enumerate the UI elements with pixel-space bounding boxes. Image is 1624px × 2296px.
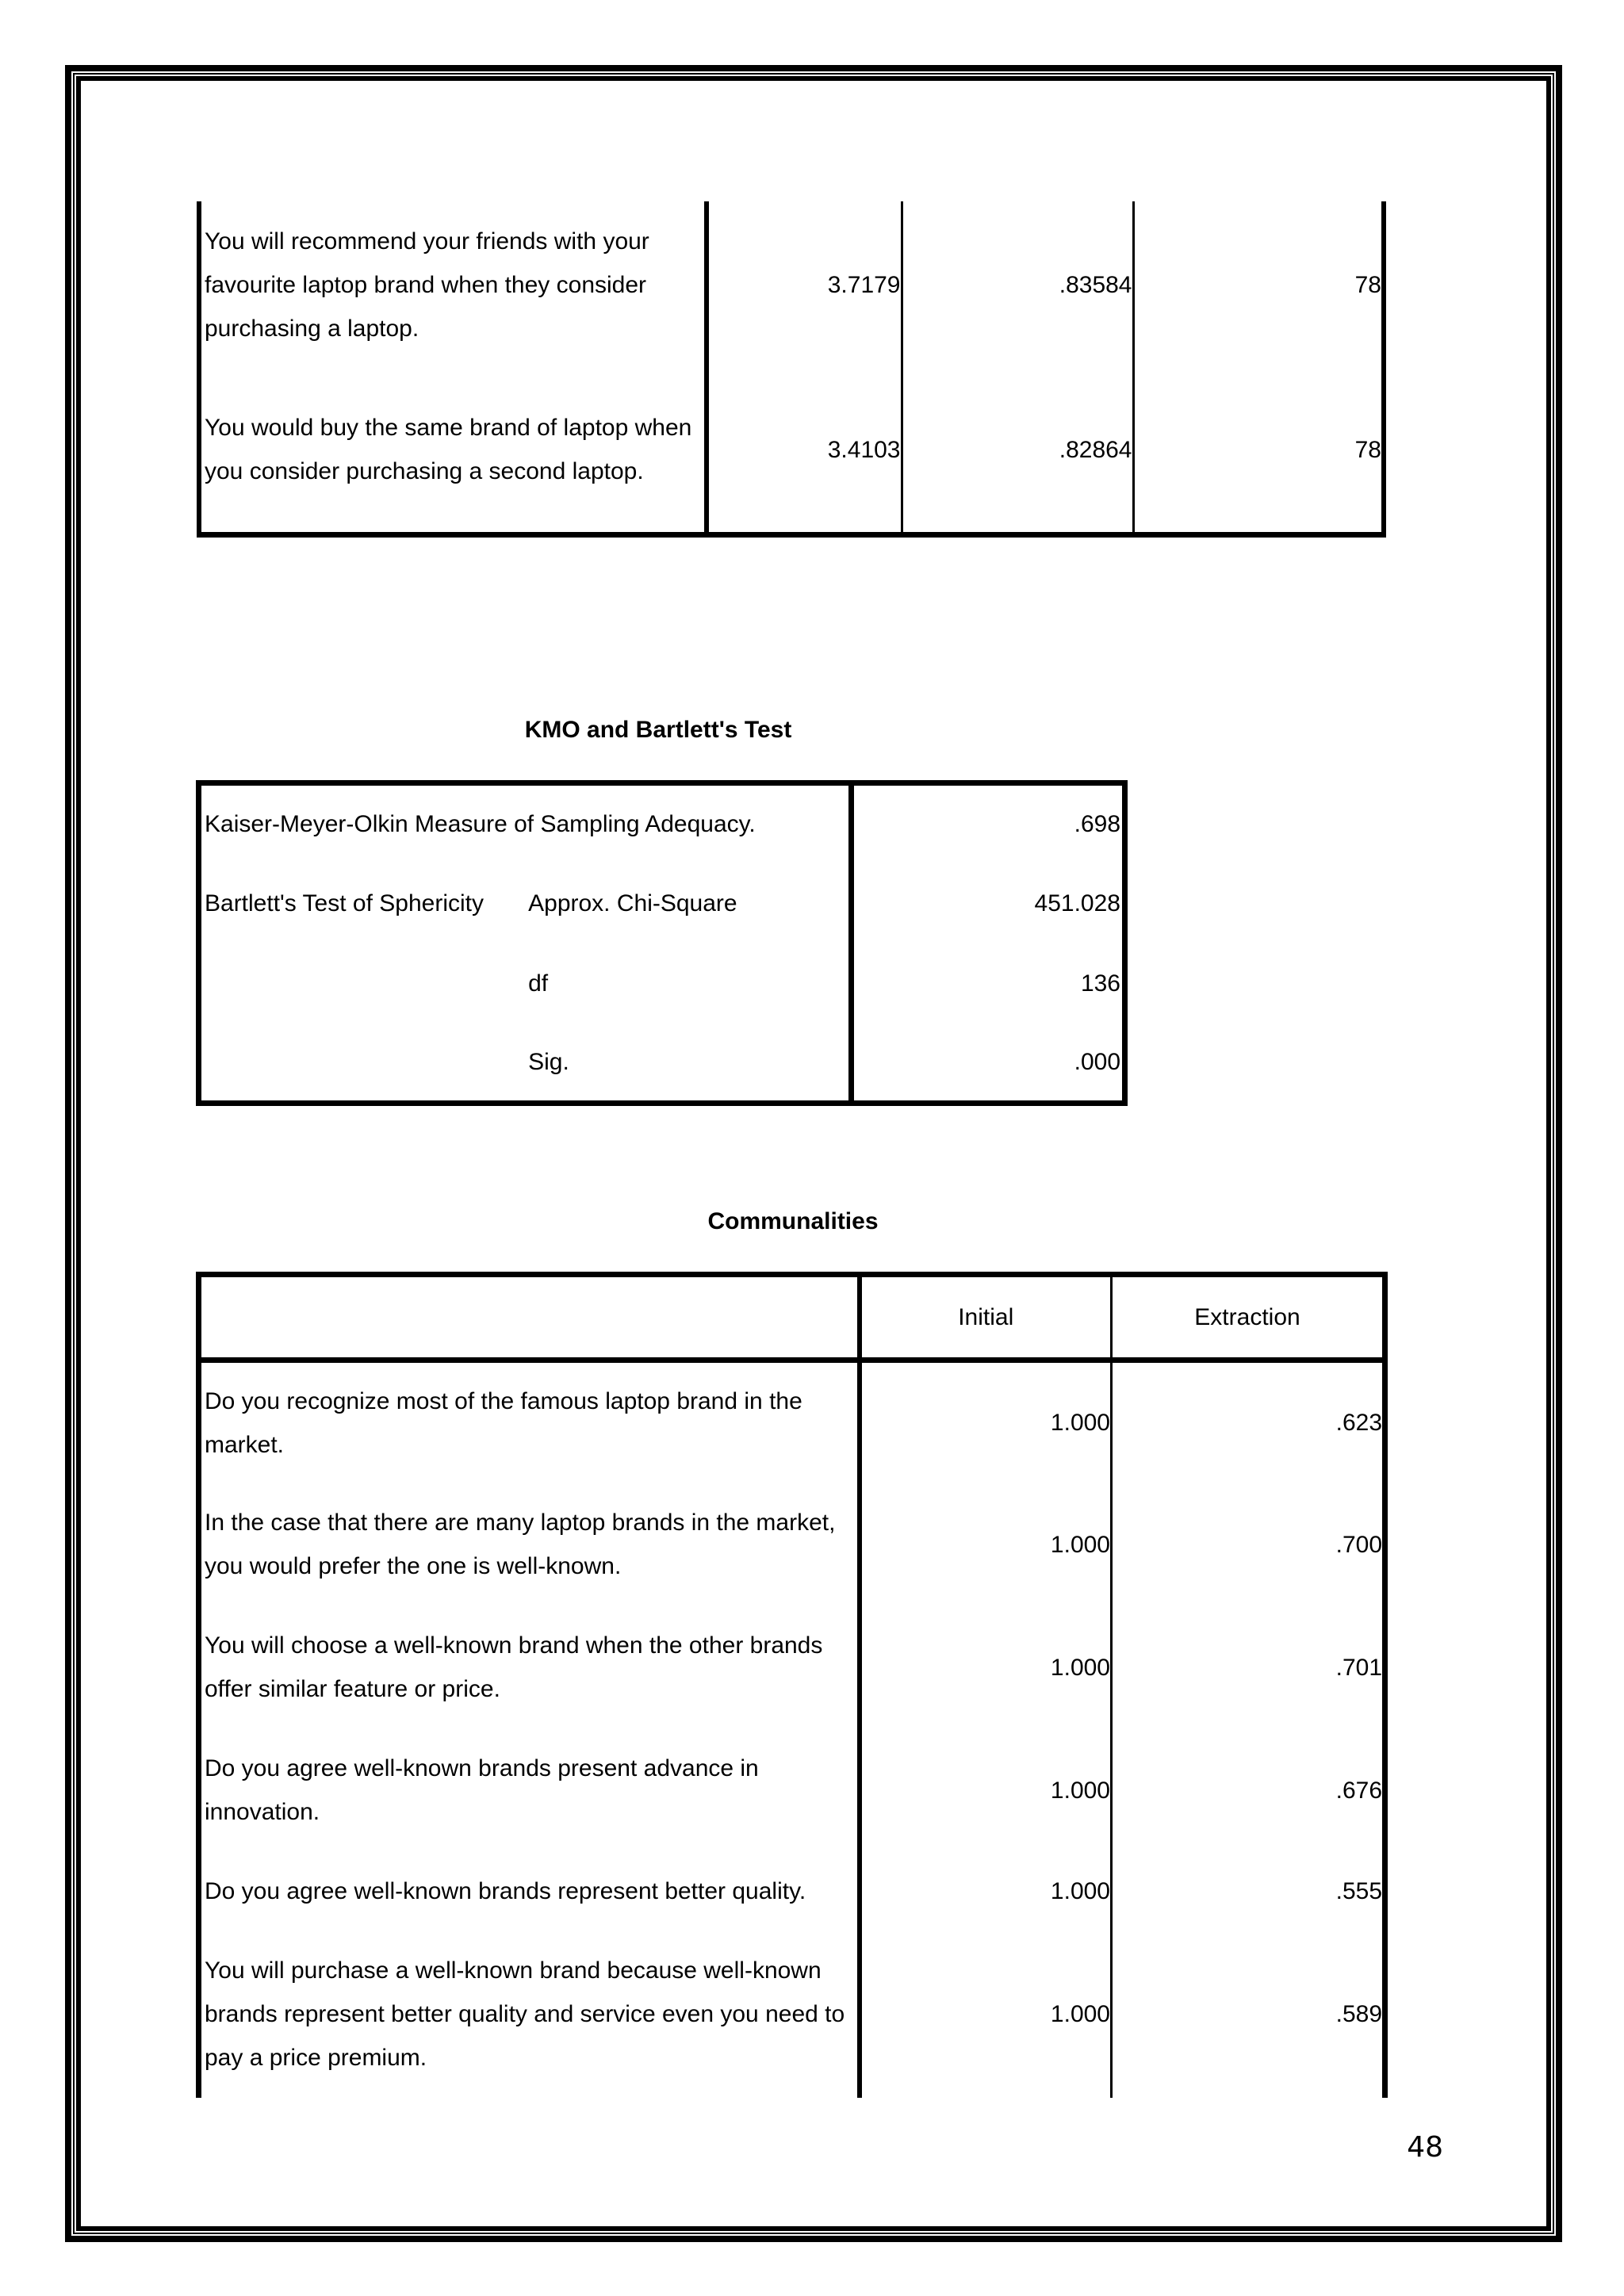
- table-row: [199, 368, 1384, 534]
- table-row: [199, 1852, 1385, 1931]
- n-value: 78: [1133, 368, 1384, 534]
- item-label: You will choose a well-known brand when the other brands offer similar feature or price.: [205, 1632, 823, 1702]
- kmo-title: KMO and Bartlett's Test: [524, 717, 792, 743]
- sig-value: .000: [852, 1024, 1125, 1104]
- chi-square-label: Approx. Chi-Square: [528, 890, 737, 916]
- item-label: Do you agree well-known brands present advance in innovation.: [205, 1755, 759, 1825]
- table-row: [199, 1024, 1125, 1104]
- extraction-value: .555: [1112, 1852, 1385, 1931]
- item-label: You would buy the same brand of laptop when you consider purchasing a second laptop.: [199, 368, 707, 534]
- kmo-bartlett-table: [196, 780, 1128, 1106]
- mean-value: 3.4103: [707, 368, 902, 534]
- df-label: df: [528, 970, 549, 997]
- table-header-row: [199, 1275, 1385, 1360]
- kmo-value: .698: [852, 783, 1125, 863]
- kmo-label: Kaiser-Meyer-Olkin Measure of Sampling Adequacy.: [205, 811, 756, 838]
- chi-square-value: 451.028: [852, 863, 1125, 943]
- communalities-title: Communalities: [707, 1208, 879, 1234]
- initial-value: 1.000: [860, 1606, 1112, 1729]
- initial-value: 1.000: [860, 1360, 1112, 1483]
- table-row: [199, 1606, 1385, 1729]
- extraction-value: .700: [1112, 1483, 1385, 1606]
- page-number: 48: [1407, 2131, 1443, 2164]
- n-value: 78: [1133, 201, 1384, 368]
- initial-value: 1.000: [860, 1729, 1112, 1852]
- item-label: You will recommend your friends with your favourite laptop brand when they consider purchasing a laptop.: [199, 201, 707, 368]
- mean-value: 3.7179: [707, 201, 902, 368]
- table-row: [199, 783, 1125, 863]
- bartlett-label: Bartlett's Test of Sphericity: [205, 890, 484, 916]
- item-label: Do you agree well-known brands represent better quality.: [205, 1878, 806, 1904]
- table-row: [199, 1483, 1385, 1606]
- item-label: You will purchase a well-known brand because well-known brands represent better quality and service even you need to pay a price premium.: [205, 1957, 845, 2071]
- initial-value: 1.000: [860, 1483, 1112, 1606]
- initial-value: 1.000: [860, 1931, 1112, 2098]
- std-deviation-value: .82864: [902, 368, 1133, 534]
- column-header-item: [199, 1275, 860, 1360]
- extraction-value: .589: [1112, 1931, 1385, 2098]
- extraction-value: .623: [1112, 1360, 1385, 1483]
- descriptive-statistics-table: [197, 201, 1386, 538]
- initial-value: 1.000: [860, 1852, 1112, 1931]
- extraction-value: .676: [1112, 1729, 1385, 1852]
- df-value: 136: [852, 943, 1125, 1024]
- item-label: In the case that there are many laptop brands in the market, you would prefer the one is well-known.: [205, 1510, 836, 1579]
- extraction-value: .701: [1112, 1606, 1385, 1729]
- table-row: [199, 1931, 1385, 2098]
- column-header-initial: Initial: [860, 1275, 1112, 1360]
- column-header-extraction: Extraction: [1112, 1275, 1385, 1360]
- table-row: [199, 943, 1125, 1024]
- item-label: Do you recognize most of the famous laptop brand in the market.: [205, 1387, 802, 1458]
- table-row: [199, 863, 1125, 943]
- sig-label: Sig.: [528, 1048, 569, 1075]
- table-row: [199, 1360, 1385, 1483]
- table-row: [199, 201, 1384, 368]
- std-deviation-value: .83584: [902, 201, 1133, 368]
- table-row: [199, 1729, 1385, 1852]
- communalities-table: [196, 1272, 1388, 2098]
